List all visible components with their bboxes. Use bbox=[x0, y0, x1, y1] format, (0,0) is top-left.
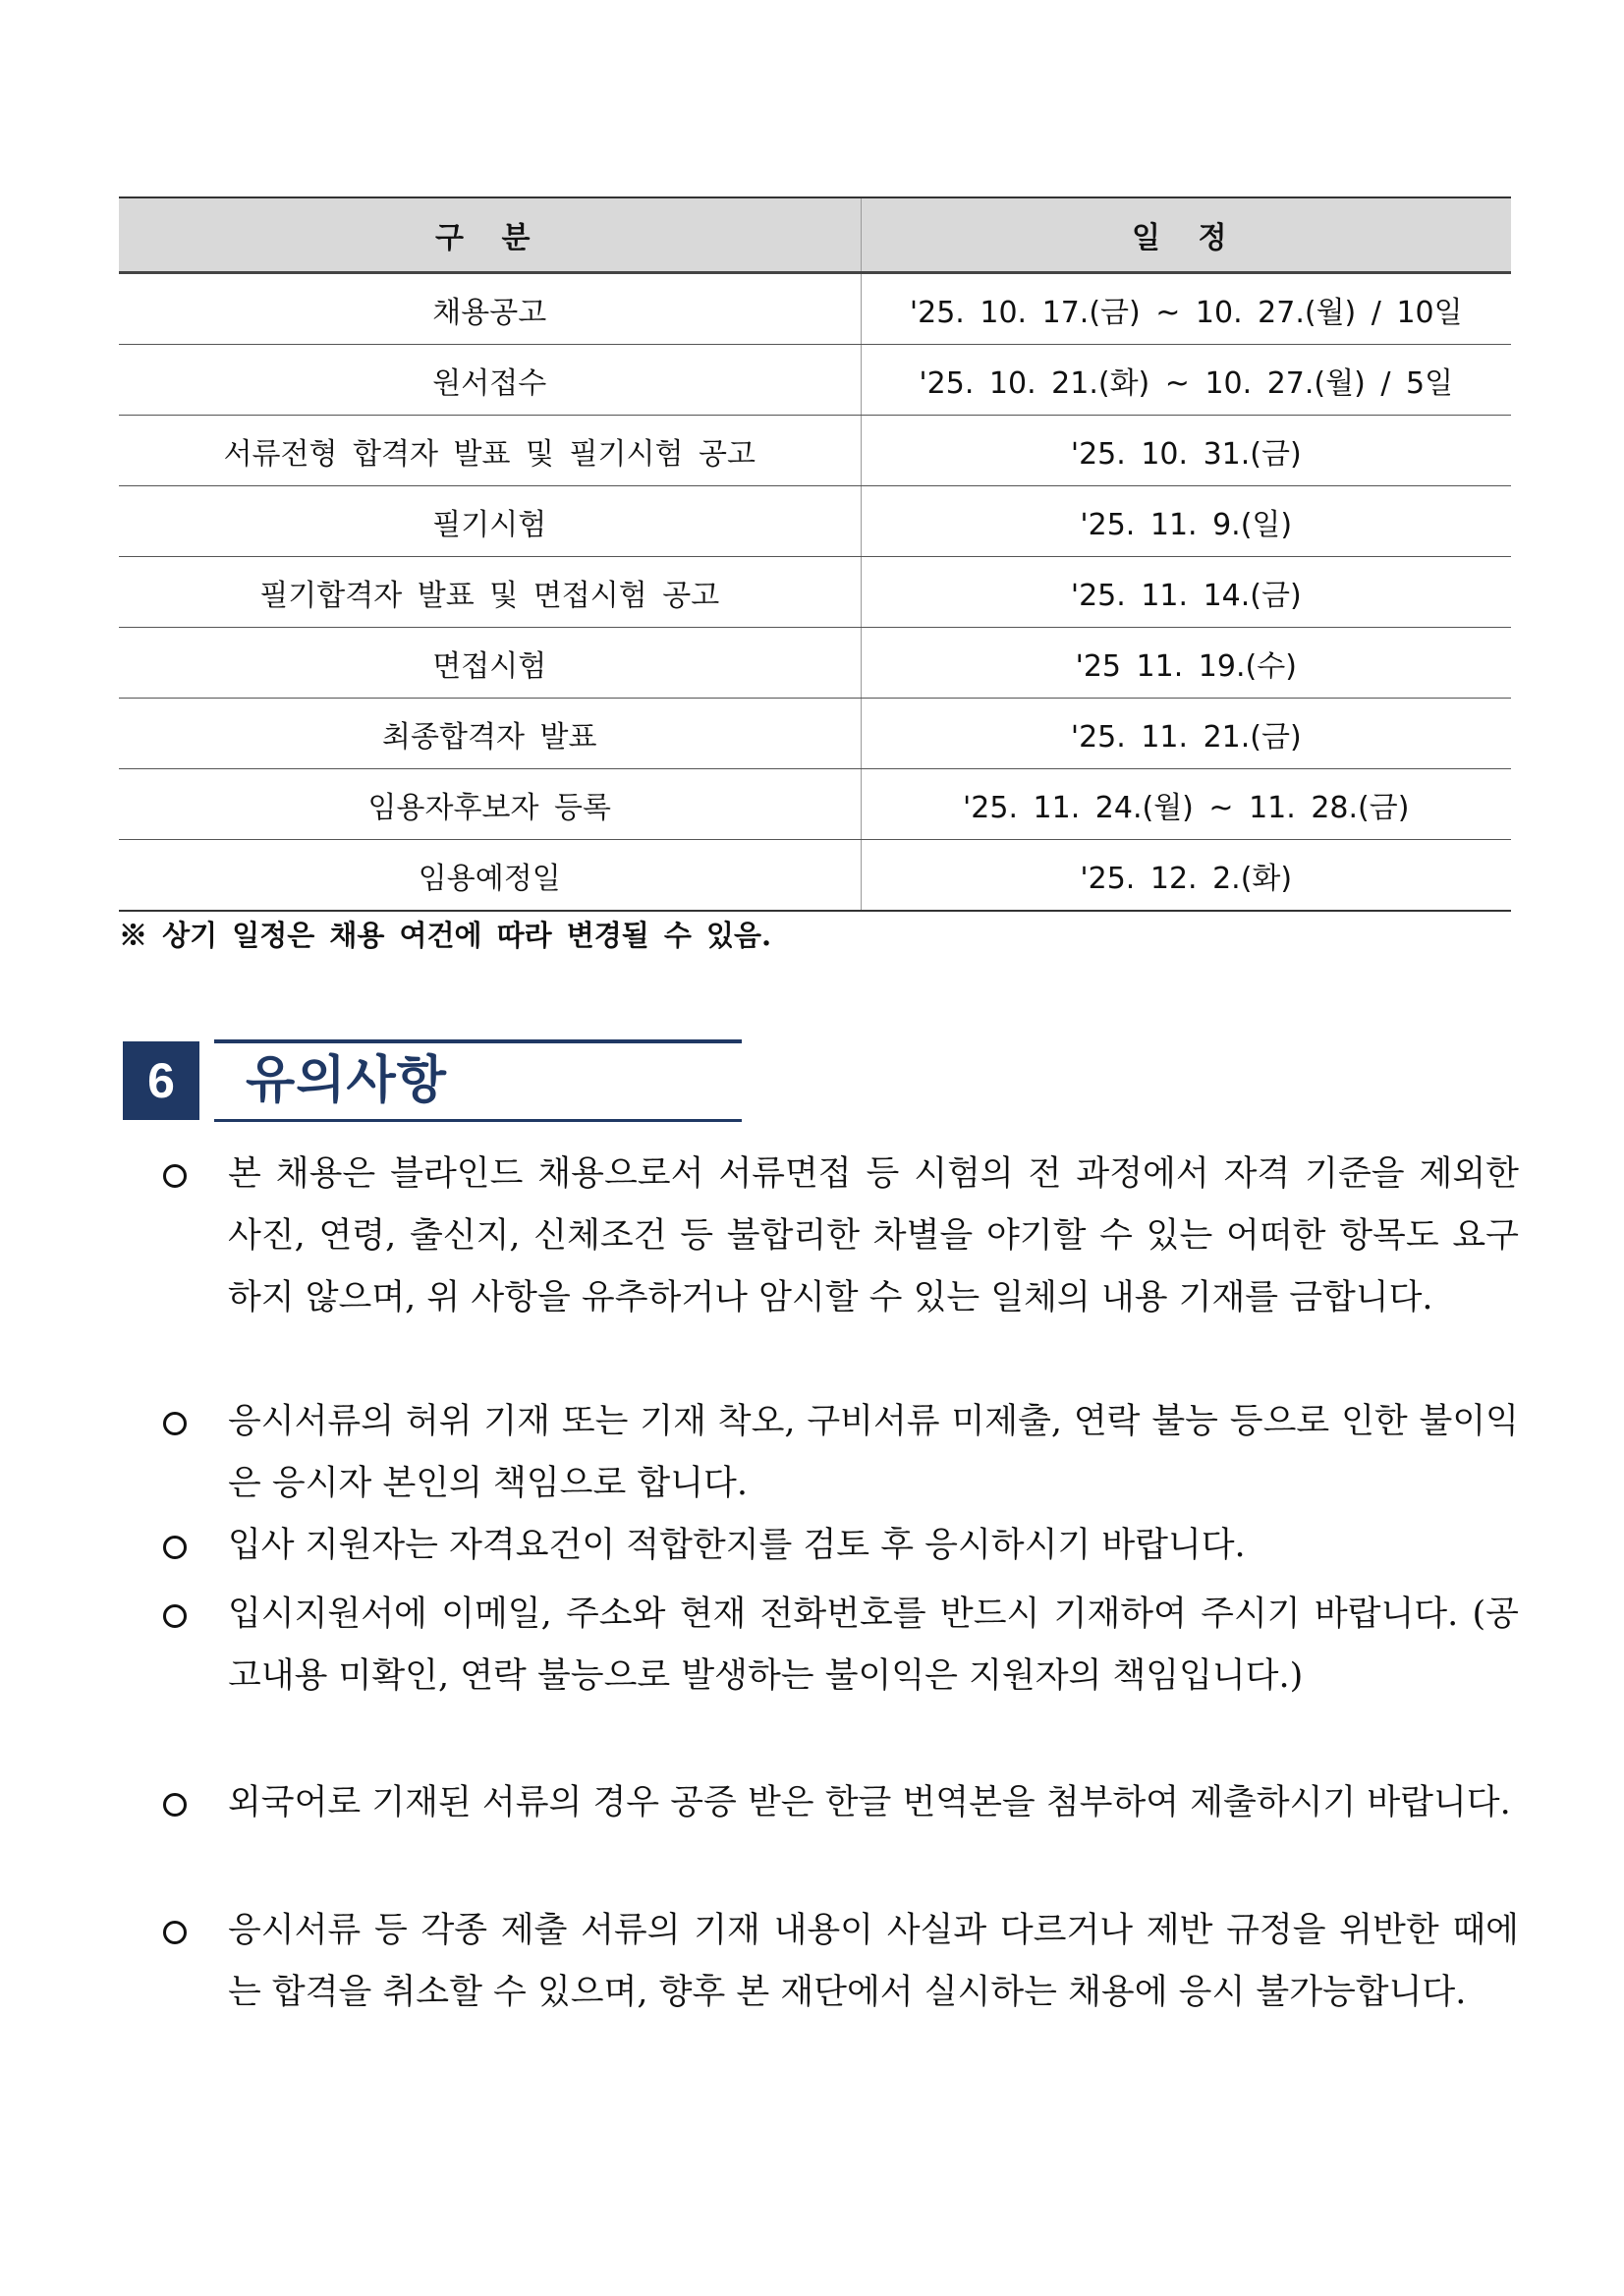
table-row bbox=[119, 557, 1511, 628]
date-cell: '25. 11. 24.(월) ~ 11. 28.(금) bbox=[861, 769, 1511, 840]
schedule-note: ※ 상기 일정은 채용 여건에 따라 변경될 수 있음. bbox=[119, 919, 772, 952]
table-row bbox=[119, 628, 1511, 699]
stage-cell: 서류전형 합격자 발표 및 필기시험 공고 bbox=[119, 416, 861, 486]
stage-cell: 원서접수 bbox=[119, 345, 861, 416]
date-cell: '25. 11. 14.(금) bbox=[861, 557, 1511, 628]
notice-item bbox=[163, 1527, 1519, 1577]
stage-cell: 최종합격자 발표 bbox=[119, 699, 861, 769]
notice-text: 입사 지원자는 자격요건이 적합한지를 검토 후 응시하시기 바랍니다. bbox=[228, 1526, 1246, 1565]
date-cell: '25. 10. 21.(화) ~ 10. 27.(월) / 5일 bbox=[861, 345, 1511, 416]
notice-item bbox=[163, 1784, 1519, 1834]
section-title-rule-bottom bbox=[214, 1119, 742, 1122]
notice-item bbox=[163, 1155, 1519, 1329]
schedule-table bbox=[119, 196, 1511, 912]
circle-bullet-icon bbox=[163, 1164, 187, 1188]
section-title: 유의사항 bbox=[246, 1051, 447, 1110]
circle-bullet-icon bbox=[163, 1412, 187, 1435]
date-cell: '25. 12. 2.(화) bbox=[861, 840, 1511, 912]
circle-bullet-icon bbox=[163, 1604, 187, 1628]
stage-cell: 임용예정일 bbox=[119, 840, 861, 912]
stage-cell: 필기합격자 발표 및 면접시험 공고 bbox=[119, 557, 861, 628]
table-header-row bbox=[119, 197, 1511, 273]
stage-cell: 면접시험 bbox=[119, 628, 861, 699]
date-cell: '25 11. 19.(수) bbox=[861, 628, 1511, 699]
stage-cell: 필기시험 bbox=[119, 486, 861, 557]
notice-text: 응시서류의 허위 기재 또는 기재 착오, 구비서류 미제출, 연락 불능 등으로 인한 불이익은 응시자 본인의 책임으로 합니다. bbox=[228, 1402, 1519, 1503]
table-row bbox=[119, 273, 1511, 345]
notice-text: 외국어로 기재된 서류의 경우 공증 받은 한글 번역본을 첨부하여 제출하시기 바랍니다. bbox=[228, 1783, 1511, 1822]
circle-bullet-icon bbox=[163, 1793, 187, 1817]
date-cell: '25. 11. 21.(금) bbox=[861, 699, 1511, 769]
circle-bullet-icon bbox=[163, 1921, 187, 1944]
table-row bbox=[119, 769, 1511, 840]
notice-item bbox=[163, 1403, 1519, 1515]
column-header-date: 일 정 bbox=[861, 197, 1511, 273]
table-row bbox=[119, 840, 1511, 912]
table-row bbox=[119, 345, 1511, 416]
notice-text: 입시지원서에 이메일, 주소와 현재 전화번호를 반드시 기재하여 주시기 바랍니다. (공고내용 미확인, 연락 불능으로 발생하는 불이익은 지원자의 책임입니다.) bbox=[228, 1595, 1519, 1696]
date-cell: '25. 10. 17.(금) ~ 10. 27.(월) / 10일 bbox=[861, 273, 1511, 345]
circle-bullet-icon bbox=[163, 1536, 187, 1559]
notice-item bbox=[163, 1912, 1519, 2024]
notice-text: 본 채용은 블라인드 채용으로서 서류면접 등 시험의 전 과정에서 자격 기준을 제외한 사진, 연령, 출신지, 신체조건 등 불합리한 차별을 야기할 수 있는 어떠한 항목도 요구하지 않으며, 위 사항을 유추하거나 암시할 수 있는 일체의 내용 기재를 금합니다. bbox=[228, 1154, 1519, 1317]
table-row bbox=[119, 699, 1511, 769]
stage-cell: 채용공고 bbox=[119, 273, 861, 345]
table-row bbox=[119, 416, 1511, 486]
date-cell: '25. 10. 31.(금) bbox=[861, 416, 1511, 486]
section-title-rule-top bbox=[214, 1039, 742, 1043]
notice-text: 응시서류 등 각종 제출 서류의 기재 내용이 사실과 다르거나 제반 규정을 위반한 때에는 합격을 취소할 수 있으며, 향후 본 재단에서 실시하는 채용에 응시 불가능합니다. bbox=[228, 1911, 1519, 2012]
table-row bbox=[119, 486, 1511, 557]
stage-cell: 임용자후보자 등록 bbox=[119, 769, 861, 840]
notice-item bbox=[163, 1596, 1519, 1708]
section-number-badge: 6 bbox=[123, 1041, 199, 1120]
column-header-stage: 구 분 bbox=[119, 197, 861, 273]
date-cell: '25. 11. 9.(일) bbox=[861, 486, 1511, 557]
